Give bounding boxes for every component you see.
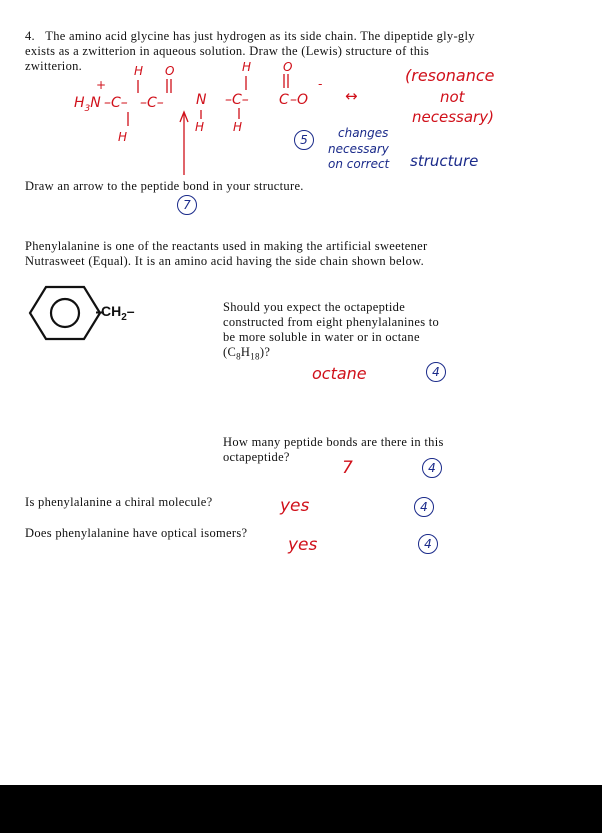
atom-h-bottom-3: H <box>233 120 243 134</box>
q4-line-3: zwitterion. <box>25 59 83 73</box>
q4-line-2: exists as a zwitterion in aqueous solution. Draw the (Lewis) structure of this <box>25 44 430 58</box>
alpha-carbon-1: –C– <box>104 95 128 111</box>
atom-h-top-2: H <box>242 60 252 74</box>
answer-chiral: yes <box>280 496 310 516</box>
q-chiral: Is phenylalanine a chiral molecule? <box>25 495 213 509</box>
score-circle-structure: 5 <box>294 130 314 150</box>
structure-bonds <box>0 0 602 200</box>
q4-text-1: The amino acid glycine has just hydrogen as its side chain. The dipeptide gly-gly <box>45 29 475 43</box>
benzene-ring-icon <box>28 285 102 341</box>
answer-bonds: 7 <box>342 458 353 478</box>
annotation-changes-3: on correct <box>328 157 390 171</box>
resonance-arrow-icon: ↔ <box>345 87 358 105</box>
phe-intro-1: Phenylalanine is one of the reactants used in making the artificial sweetener <box>25 239 428 253</box>
carbonyl-carbon-1: –C– <box>140 95 164 111</box>
atom-o-top-2: O <box>283 60 293 74</box>
atom-o-top-1: O <box>165 64 175 78</box>
q4-line-4: Draw an arrow to the peptide bond in your structure. <box>25 179 304 193</box>
q-bonds-2: octapeptide? <box>223 450 290 464</box>
score-circle-isomers: 4 <box>418 534 438 554</box>
q-solubility-2: constructed from eight phenylalanines to <box>223 315 440 329</box>
h3n-group: $H_3N$ <box>74 95 101 114</box>
q-solubility-3: be more soluble in water or in octane <box>223 330 420 344</box>
answer-isomers: yes <box>288 535 318 555</box>
annotation-resonance-1: (resonance <box>405 66 495 85</box>
carboxyl-carbon: C <box>279 92 289 108</box>
annotation-changes-1: changes <box>338 126 389 140</box>
score-circle-chiral: 4 <box>414 497 434 517</box>
amide-nitrogen: N <box>196 92 207 108</box>
plus-charge: + <box>96 78 107 92</box>
ch2-label: $CH_2$ <box>101 303 127 323</box>
side-chain-ch2: $CH_2-$ <box>101 303 135 323</box>
phe-intro-2: Nutrasweet (Equal). It is an amino acid having the side chain shown below. <box>25 254 425 268</box>
annotation-resonance-3: necessary) <box>412 108 494 126</box>
atom-h-top-1: H <box>134 64 144 78</box>
score-circle-solubility: 4 <box>426 362 446 382</box>
atom-h-bottom-1: H <box>118 130 128 144</box>
q-bonds-1: How many peptide bonds are there in this <box>223 435 444 449</box>
annotation-changes-4: structure <box>410 152 479 170</box>
annotation-resonance-2: not <box>440 88 465 106</box>
score-circle-bonds: 4 <box>422 458 442 478</box>
q-solubility-1: Should you expect the octapeptide <box>223 300 406 314</box>
q-isomers: Does phenylalanine have optical isomers? <box>25 526 248 540</box>
carboxylate-oxygen: –O <box>290 92 309 108</box>
alpha-carbon-2: –C– <box>225 92 249 108</box>
annotation-changes-2: necessary <box>328 142 389 156</box>
q4-number: 4. <box>25 29 35 43</box>
minus-charge: - <box>318 77 323 91</box>
scan-bottom-border <box>0 785 602 833</box>
q-solubility-4: $(C_8H_{18})$? <box>223 345 271 362</box>
answer-solubility: octane <box>312 364 367 383</box>
atom-h-bottom-2: H <box>195 120 205 134</box>
score-circle-arrow: 7 <box>177 195 197 215</box>
